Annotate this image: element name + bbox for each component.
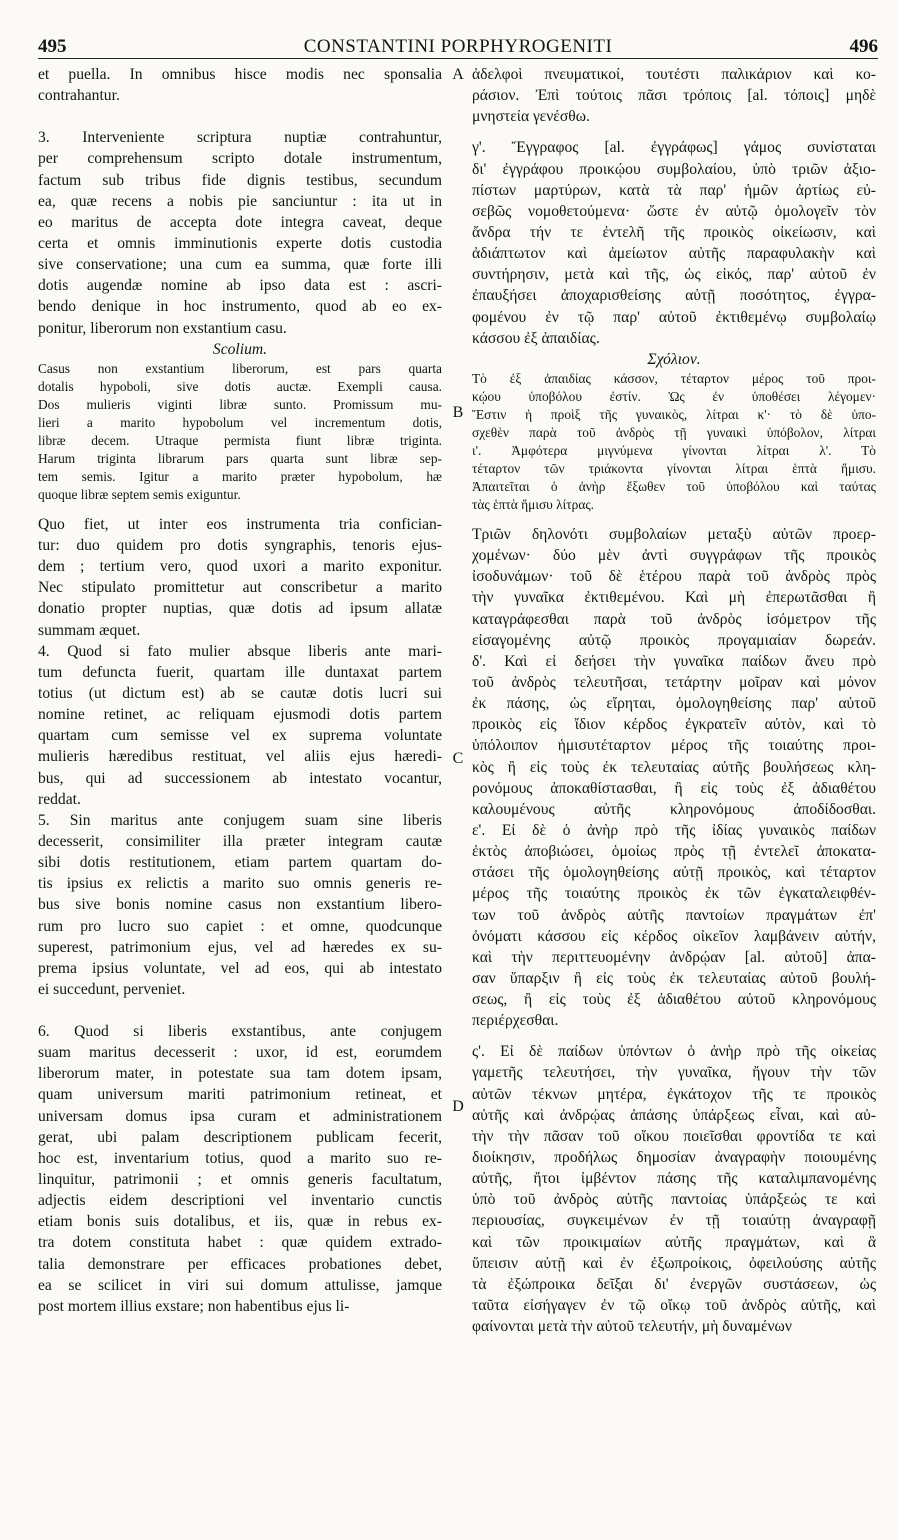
latin-block-2 <box>38 127 442 338</box>
text-line: 4. Quod si fato mulier absque liberis ante mari- <box>38 642 442 660</box>
text-line: ea se scilicet in viri sui domum attulisse, jamque <box>38 1276 442 1294</box>
text-line: linquitur, patrimonii ; et omnis generis facultatum, <box>38 1171 442 1189</box>
text-line: dem ; tertium vero, quod uxori a marito exponitur. <box>38 558 442 576</box>
text-line: factum sub tribus fide dignis testibus, secundum <box>38 171 442 189</box>
latin-block-1 <box>38 64 442 106</box>
text-line: πίστων μαρτύρων, κατὰ τὰ παρ' ἡμῶν ἀρτίως εὐ- <box>472 181 876 199</box>
margin-marker-d: D <box>452 1098 464 1115</box>
text-line: σχεθὲν παρὰ τοῦ ἀνδρὸς τῇ γυναικὶ ὑπόβολον, λίτραι <box>472 424 876 440</box>
text-line: Nec stipulato promittetur aut conscribetur a marito <box>38 579 442 597</box>
text-line: 3. Interveniente scriptura nuptiæ contrahuntur, <box>38 129 442 147</box>
text-line: ponitur, liberorum non exstantium casu. <box>38 319 287 337</box>
text-line: et puella. In omnibus hisce modis nec sponsalia <box>38 66 442 83</box>
text-line: tis ipsius ex relictis a marito suo omnis generis re- <box>38 875 442 893</box>
text-line: ἀδελφοὶ πνευματικοί, τουτέστι παλικάριον καὶ κο- <box>472 66 876 83</box>
text-line: sibi dotis restitutionem, etiam partem quartam do- <box>38 854 442 872</box>
text-line: τέταρτον τῶν τριάκοντα γίνονται λίτραι ἑπτὰ ἥμισυ. <box>472 460 876 476</box>
text-line: ταῦτα εἰσήγαγεν ἐν τῷ οἴκῳ τοῦ ἀνδρὸς αὐτῆς, καὶ <box>472 1297 876 1315</box>
text-line: Casus non exstantium liberorum, est pars quarta <box>38 360 442 376</box>
text-line: μέρος τῆς τοιαύτης προικὸς ἐκ τῶν ἐγκαταλειφθέν- <box>472 885 876 903</box>
text-line: μνηστεία γενέσθω. <box>472 108 590 126</box>
text-line: dotalis hypoboli, sive dotis auctæ. Exempli causa. <box>38 378 442 394</box>
text-line: κάσσου ἐξ ἀπαιδίας. <box>472 329 600 347</box>
text-line: ὕπεισιν αὐτῇ καὶ ἐν ἐξωπροίκοις, ὀφειλούσης αὐτῆς <box>472 1254 876 1272</box>
text-line: καταγράφεσθαι παρὰ τοῦ ἀνδρὸς ἰσόμετρον τῆς <box>472 610 876 628</box>
greek-block-3 <box>472 524 876 1031</box>
text-line: σαν ὕπαρξιν ἢ εἰς τοὺς ἐκ τελευταίας αὐτοῦ βουλή- <box>472 969 876 987</box>
text-line: nomine retinet, ac reliquam ejusmodi dotis partem <box>38 706 442 724</box>
text-line: superest, patrimonium ejus, vel ad hæredes ex su- <box>38 938 442 956</box>
text-line: καλουμένους αὐτῆς κληρονόμους ἀποδίδοσθαι. <box>472 800 876 818</box>
text-line: bendo denique in hoc instrumento, quod ab eo ex- <box>38 298 442 316</box>
text-line: post mortem illius exstare; non habentibus ejus li- <box>38 1297 350 1315</box>
text-line: rum pro lucro suo capiet : et omne, quodcunque <box>38 917 442 935</box>
text-line: tem semis. Igitur a marito præter hypobolum, hæ <box>38 468 442 484</box>
text-line: 6. Quod si liberis exstantibus, ante conjugem <box>38 1023 442 1041</box>
text-line: contrahantur. <box>38 87 120 105</box>
text-line: prema ipsius voluntate, vel ad eos, qui ab intestato <box>38 959 442 977</box>
text-line: lieri a marito hypobolum vel incrementum dotis, <box>38 414 442 430</box>
text-line: εἰσαγομένης αὐτῷ προικὸς προγαμιαίαν δωρεάν. <box>472 631 876 649</box>
margin-marker-b: B <box>452 404 464 421</box>
text-line: σεβῶς νομοθετούμενα· ὥστε ἐν αὐτῷ ὁμολογεῖν τὸν <box>472 202 876 220</box>
text-line: Τὸ ἐξ ἀπαιδίας κάσσον, τέταρτον μέρος τοῦ προι- <box>472 370 876 386</box>
greek-scolium <box>472 370 876 514</box>
running-header <box>38 36 878 59</box>
text-line: tum defuncta fuerit, quartam ille duntaxat partem <box>38 663 442 681</box>
text-line: hoc est, inventarium totius, quod a marito suo re- <box>38 1149 442 1167</box>
text-line: 5. Sin maritus ante conjugem suam sine liberis <box>38 811 442 829</box>
greek-block-2 <box>472 137 876 348</box>
margin-marker-c: C <box>452 750 464 767</box>
text-line: tur: duo quidem pro dotis syngraphis, tenoris ejus- <box>38 536 442 554</box>
text-line: decesserit, consimiliter illa præter integram cautæ <box>38 832 442 850</box>
text-line: συντήρησιν, μετὰ καὶ τῆς, ὡς εἰκός, παρ' αὐτοῦ ἐν <box>472 266 876 284</box>
text-line: Quo fiet, ut inter eos instrumenta tria confician- <box>38 515 442 533</box>
text-line: donatio propter nuptias, quæ dotis ad ipsum allatæ <box>38 600 442 618</box>
text-line: ea, quæ recens a nobis pie sanciuntur : ita ut in <box>38 192 442 210</box>
running-title: CONSTANTINI PORPHYROGENITI <box>303 36 613 57</box>
text-line: ράσιον. Ἐπὶ τούτοις πᾶσι τρόποις [al. τόποις] μηδὲ <box>472 87 876 105</box>
text-line: ὀνόματι κάσσου εἰς κέρδος οἰκεῖον λαμβάνειν αὐτήν, <box>472 927 876 945</box>
text-line: ι'. Ἀμφότερα μιγνύμενα γίνονται λίτραι λ'. Τὸ <box>472 442 876 458</box>
text-line: quoque libræ septem semis exiguntur. <box>38 486 241 502</box>
latin-scolium-title: Scolium. <box>212 340 268 358</box>
text-line: στάσει τῆς ὁμολογηθείσης αὐτῇ προικὸς, καὶ τέταρτον <box>472 864 876 882</box>
text-line: κὸς ἢ εἰς τοὺς ἐκ τελευταίας αὐτῆς βουλήσεως κλη- <box>472 758 876 776</box>
text-line: Harum triginta librarum pars quarta sunt libræ sep- <box>38 450 442 466</box>
text-line: διοίκησιν, προδήλως δημοσίαν ἀναγραφὴν ποιουμένης <box>472 1149 876 1167</box>
text-line: δι' ἐγγράφου προικῴου συμβολαίου, ὑπὸ τριῶν ἀξιο- <box>472 160 876 178</box>
text-line: totius (ut dictum est) ab se cautæ dotis lucri sui <box>38 684 442 702</box>
text-line: bus sive bonis nomine casus non exstantium libero- <box>38 896 442 914</box>
text-line: καὶ τῶν προικιμαίων αὐτῆς πραγμάτων, καὶ ἃ <box>472 1233 876 1251</box>
greek-block-1 <box>472 64 876 127</box>
text-line: Τριῶν δηλονότι συμβολαίων μεταξὺ αὐτῶν προερ- <box>472 525 876 543</box>
text-line: Dos mulieris viginti libræ sunto. Promissum mu- <box>38 396 442 412</box>
text-line: universam domus ipsa curam et administrationem <box>38 1107 442 1125</box>
text-line: mulieris hæredibus restituat, vel aliis ejus hæredi- <box>38 748 442 766</box>
text-line: Ἀπαιτεῖται ὁ ἀνὴρ ἔξωθεν τοῦ ὑποβόλου καὶ ταύτας <box>472 478 876 494</box>
text-line: τοῦ ἀνδρὸς τελευτῆσαι, τετάρτην μοῖραν καὶ μόνον <box>472 673 876 691</box>
margin-marker-a: A <box>452 66 464 83</box>
text-line: talia demonstrare per efficaces probationes debet, <box>38 1255 442 1273</box>
text-line: αὐτῆς, ἤτοι ἰμβέντον πάσης τῆς καταλιμπανομένης <box>472 1170 876 1188</box>
text-line: καὶ τὴν περιττευομένην ἀνδρῴαν [al. αὐτοῦ] ἀπα- <box>472 948 876 966</box>
text-line: tra dotem constituta habet : quæ quidem extrado- <box>38 1234 442 1252</box>
text-line: ei succedunt, perveniet. <box>38 980 186 998</box>
text-line: ς'. Εἰ δὲ παίδων ὑπόντων ὁ ἀνὴρ πρὸ τῆς οἰκείας <box>472 1043 876 1061</box>
text-line: ὑπόλοιπον ἡμισυτέταρτον μέρος τῆς τοιαύτης προι- <box>472 737 876 755</box>
text-line: etiam bonis suis dotalibus, et iis, quæ in rebus ex- <box>38 1213 442 1231</box>
latin-scolium <box>38 360 442 504</box>
text-line: sive conservatione; una cum ea summa, quæ forte illi <box>38 256 442 274</box>
text-line: summam æquet. <box>38 621 141 639</box>
latin-column <box>38 64 442 1317</box>
text-line: quartam cum semisse vel ex suprema voluntate <box>38 727 442 745</box>
text-line: χομένων· δύο μὲν ἀντὶ συγγράφων τῆς προικὸς <box>472 547 876 565</box>
text-line: φομένου ἐν τῷ παρ' αὐτοῦ ἐκτιθεμένῳ συμβολαίῳ <box>472 308 876 326</box>
text-line: libræ decem. Utraque permista fiunt libræ triginta. <box>38 432 442 448</box>
text-line: γαμετῆς τελευτήσει, τὴν γυναῖκα, ἤγουν τὴν τῶν <box>472 1064 876 1082</box>
text-line: certa et omnis imminutionis experte dotis custodia <box>38 234 442 252</box>
text-line: gerat, ubi palam descriptionem publicam fecerit, <box>38 1128 442 1146</box>
text-line: τὴν γυναῖκα ἐκτιθεμένου. Καὶ μὴ ἐπερωτᾶσθαι ἢ <box>472 589 876 607</box>
text-line: φαίνονται μετὰ τὴν αὐτοῦ τελευτήν, μὴ δυναμένων <box>472 1318 792 1336</box>
text-line: per comprehensum scripto dotale instrumentum, <box>38 150 442 168</box>
text-line: περιέρχεσθαι. <box>472 1012 559 1030</box>
text-line: σεως, ἢ εἰς τοὺς ἐξ ἀδιαθέτου αὐτοῦ κληρονόμους <box>472 991 876 1009</box>
text-line: ἀδιάπτωτον καὶ ἀμείωτον αὐτῆς παραφυλακὴν καὶ <box>472 245 876 263</box>
text-line: ε'. Εἰ δὲ ὁ ἀνὴρ πρὸ τῆς ἰδίας γυναικὸς παίδων <box>472 821 876 839</box>
text-line: των τοῦ ἀνδρὸς αὐτῆς παντοίων πραγμάτων ἐπ' <box>472 906 876 924</box>
text-line: κῴου ὑποβόλου ἐστίν. Ὡς ἐν ὑποθέσει λέγομεν· <box>472 388 876 404</box>
text-line: περιουσίας, συγκειμένων ἐν τῇ τοιαύτῃ ἀναγραφῇ <box>472 1212 876 1230</box>
page-number-right: 496 <box>849 36 878 57</box>
greek-block-4 <box>472 1041 876 1337</box>
text-line: τὴν τὴν πᾶσαν τοῦ οἴκου ποιεῖσθαι φροντίδα τε καὶ <box>472 1127 876 1145</box>
page-number-left: 495 <box>38 36 67 57</box>
text-line: ἐκ πάσης, ὡς εἴρηται, ὁμολογηθείσης παρ' αὐτοῦ <box>472 695 876 713</box>
text-line: ἐπαυξήσει ἀποχαρισθείσης αὐτῇ ποσότητος, ἐγγρα- <box>472 287 876 305</box>
text-line: αὐτῶν τέκνων μητέρα, ἐγκάτοχον τῆς τε προικὸς <box>472 1085 876 1103</box>
latin-block-3 <box>38 514 442 1000</box>
text-line: γ'. Ἔγγραφος [al. ἐγγράφως] γάμος συνίσταται <box>472 139 876 157</box>
text-line: liberorum mater, in potestate sua tam dotem ipsam, <box>38 1065 442 1083</box>
text-line: dotis augendæ nomine ab ipso data est : ascri- <box>38 277 442 295</box>
greek-scolium-title: Σχόλιον. <box>647 350 701 368</box>
text-line: suam maritus decesserit : uxor, id est, eorumdem <box>38 1044 442 1062</box>
latin-block-4 <box>38 1021 442 1317</box>
text-line: αὐτῆς καὶ ἀνδρῴας ἁπάσης ὑπάρξεως εἶναι, καὶ αὐ- <box>472 1106 876 1124</box>
text-line: reddat. <box>38 790 81 808</box>
text-line: ἰσοδυνάμων· τοῦ δὲ ἑτέρου παρὰ τοῦ ἀνδρὸς πρὸς <box>472 568 876 586</box>
text-line: bus, qui ad successionem ab intestato vocantur, <box>38 769 442 787</box>
text-line: ρονόμους ἀποκαθίστασθαι, ἢ εἰς τοὺς ἐξ ἀδιαθέτου <box>472 779 876 797</box>
text-line: adjectis eidem descriptioni vel inventario cunctis <box>38 1192 442 1210</box>
text-line: δ'. Καὶ εἰ δεήσει τὴν γυναῖκα παίδων ἄνευ πρὸ <box>472 652 876 670</box>
text-line: ἄνδρα τήν τε ἐντελῆ τῆς προικὸς οἰκείωσιν, καὶ <box>472 223 876 241</box>
text-line: τὰ ἐξώπροικα δεῖξαι δι' ἐνεργῶν συστάσεων, ὡς <box>472 1275 876 1293</box>
text-line: quam universum mariti patrimonium retineat, et <box>38 1086 442 1104</box>
text-line: τὰς ἑπτὰ ἥμισυ λίτρας. <box>472 496 594 512</box>
text-line: Ἔστιν ἡ προὶξ τῆς γυναικὸς, λίτραι κ'· τὸ δὲ ὑπο- <box>472 406 876 422</box>
greek-column <box>472 64 876 1337</box>
text-line: προικὸς εἰς ἴδιον κέρδος ἐγκρατεῖν αὐτὸν, καὶ τὸ <box>472 716 876 734</box>
text-line: ἐκτὸς ἀποβιώσει, ὁμοίως πρὸς τῇ ἐντελεῖ ἀποκατα- <box>472 843 876 861</box>
text-line: ὑπὸ τοῦ ἀνδρὸς αὐτῆς παντοίας ὑπάρξεώς τε καὶ <box>472 1191 876 1209</box>
text-line: eo maritus de accepta dote integra caveat, deque <box>38 213 442 231</box>
